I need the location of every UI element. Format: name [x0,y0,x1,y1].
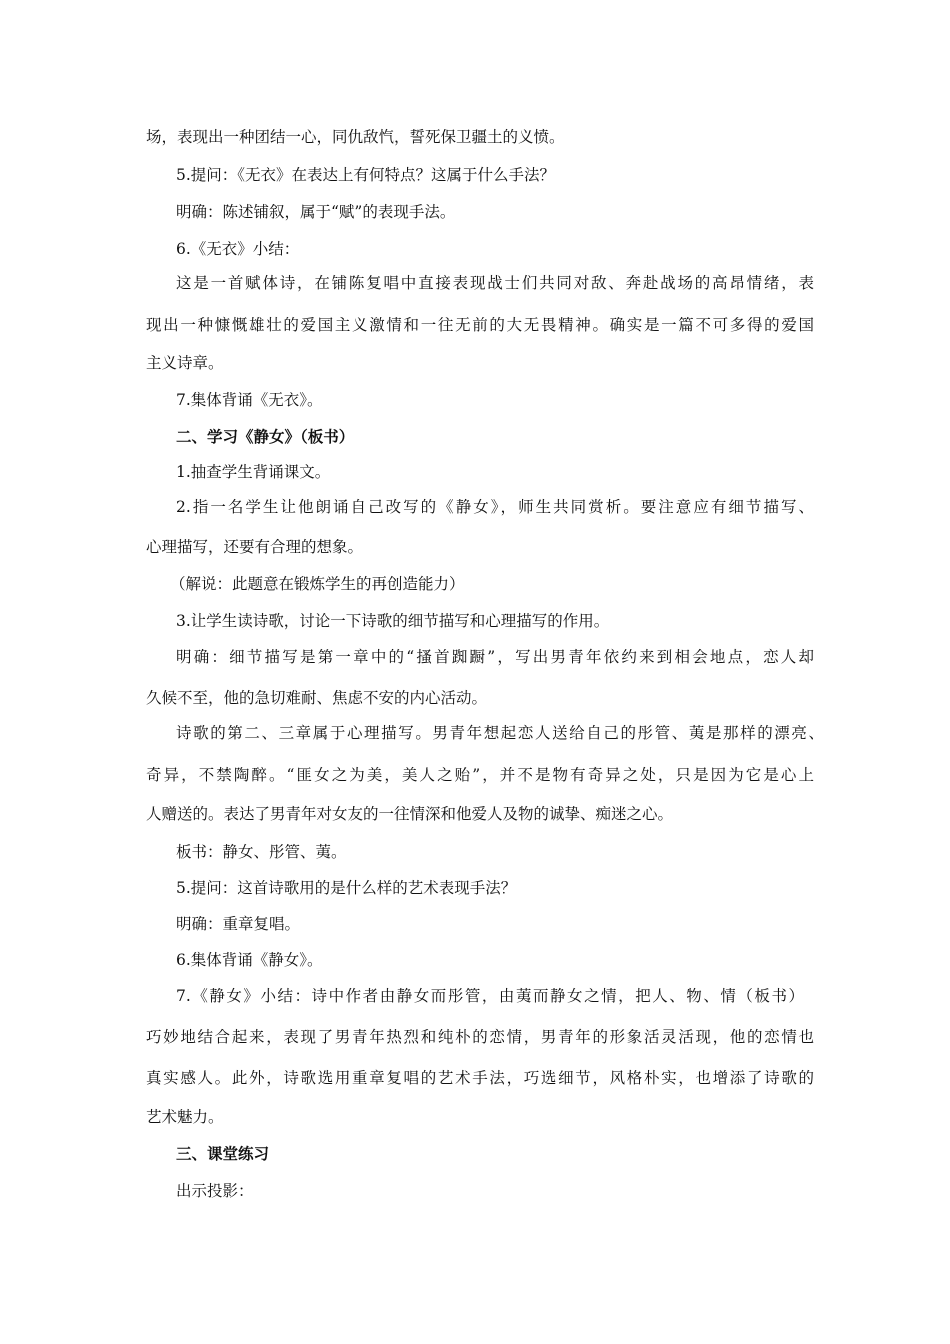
text-line: 1.抽查学生背诵课文。 [176,463,331,481]
text-line: 3.让学生读诗歌，讨论一下诗歌的细节描写和心理描写的作用。 [176,612,610,630]
answer-line: 明确：陈述铺叙，属于“赋”的表现手法。 [176,203,456,221]
paragraph-line: 现出一种慷慨雄壮的爱国主义激情和一往无前的大无畏精神。确实是一篇不可多得的爱国 [146,316,814,334]
text-line: 6.集体背诵《静女》。 [176,951,323,969]
paragraph-line: 久候不至，他的急切难耐、焦虑不安的内心活动。 [146,689,488,707]
question-line: 5.提问：这首诗歌用的是什么样的艺术表现手法？ [176,879,517,897]
paragraph-line: 7.《静女》小结：诗中作者由静女而彤管，由荑而静女之情，把人、物、情（板书） [176,987,804,1005]
section-heading: 二、学习《静女》（板书） [176,427,355,446]
paragraph-line: 奇异，不禁陶醉。“匪女之为美，美人之贻”，并不是物有奇异之处，只是因为它是心上 [146,766,814,784]
text-line: 7.集体背诵《无衣》。 [176,391,323,409]
blackboard-line: 板书：静女、彤管、荑。 [176,843,347,861]
text-line: 场，表现出一种团结一心，同仇敌忾，誓死保卫疆土的义愤。 [146,128,565,146]
paragraph-line: 艺术魅力。 [146,1108,224,1126]
paragraph-line: 心理描写，还要有合理的想象。 [146,538,364,556]
paragraph-line: 真实感人。此外，诗歌选用重章复唱的艺术手法，巧选细节，风格朴实，也增添了诗歌的 [146,1069,814,1087]
paragraph-line: 主义诗章。 [146,354,224,372]
paragraph-line: 人赠送的。表达了男青年对女友的一往情深和他爱人及物的诚挚、痴迷之心。 [146,805,674,823]
paragraph-line: 2.指一名学生让他朗诵自己改写的《静女》，师生共同赏析。要注意应有细节描写、 [176,498,814,516]
paragraph-line: 明确：细节描写是第一章中的“搔首踟蹰”，写出男青年依约来到相会地点，恋人却 [176,648,814,666]
paragraph-line: 这是一首赋体诗，在铺陈复唱中直接表现战士们共同对敌、奔赴战场的高昂情绪，表 [176,274,814,292]
paragraph-line: 巧妙地结合起来，表现了男青年热烈和纯朴的恋情，男青年的形象活灵活现，他的恋情也 [146,1028,814,1046]
paragraph-line: 诗歌的第二、三章属于心理描写。男青年想起恋人送给自己的彤管、荑是那样的漂亮、 [176,724,824,742]
summary-heading: 6.《无衣》小结： [176,240,300,258]
text-line: 出示投影： [176,1182,254,1200]
answer-line: 明确：重章复唱。 [176,915,301,933]
note-line: （解说：此题意在锻炼学生的再创造能力） [170,575,465,593]
question-line: 5.提问：《无衣》在表达上有何特点？这属于什么手法？ [176,166,556,184]
section-heading: 三、课堂练习 [176,1144,270,1163]
